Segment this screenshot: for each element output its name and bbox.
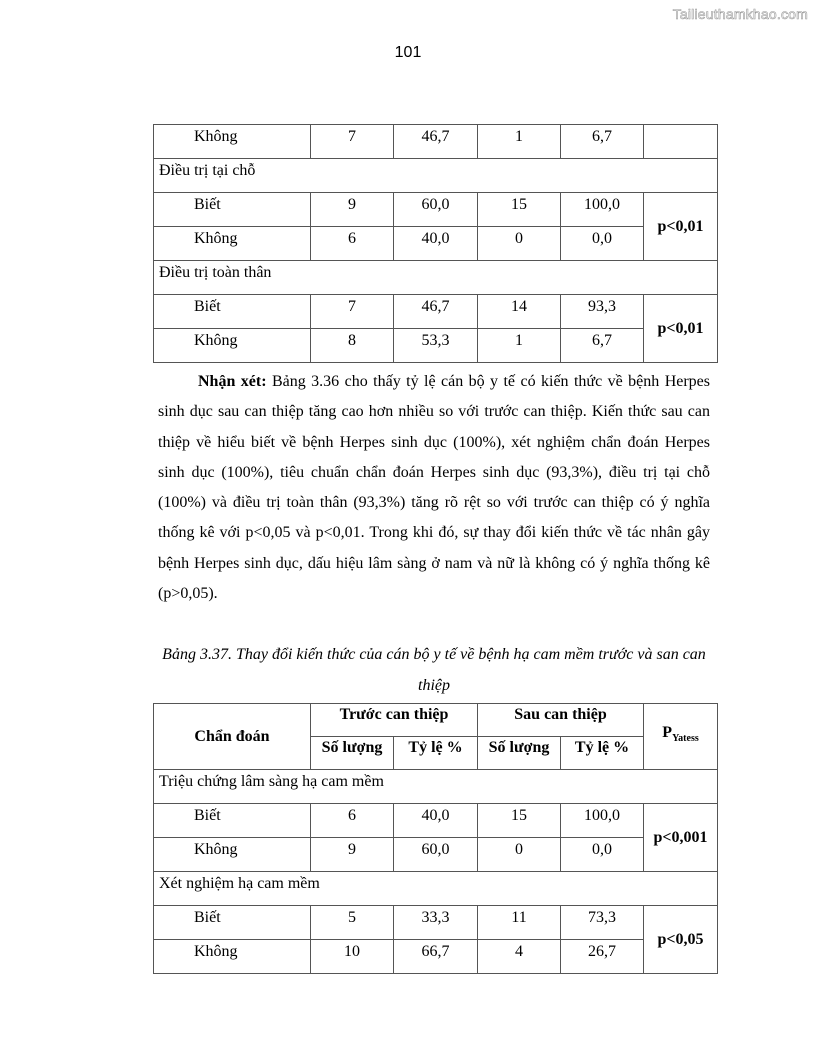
row-label: Biết	[154, 804, 311, 838]
cell-before-percent: 66,7	[394, 940, 478, 974]
watermark: Tailieuthamkhao.com	[672, 6, 808, 22]
cell-after-count: 11	[478, 906, 561, 940]
cell-before-count: 6	[311, 804, 394, 838]
group-title: Xét nghiệm hạ cam mềm	[154, 872, 718, 906]
header-p-yatess	[644, 704, 718, 770]
cell-before-count: 7	[311, 295, 394, 329]
cell-p-value: p<0,001	[644, 804, 718, 872]
cell-after-percent: 26,7	[561, 940, 644, 974]
cell-before-count: 8	[311, 329, 394, 363]
cell-after-count: 1	[478, 329, 561, 363]
table-row	[154, 193, 718, 227]
commentary-lead: Nhận xét:	[198, 373, 267, 390]
cell-before-percent: 40,0	[394, 804, 478, 838]
row-label: Biết	[154, 295, 311, 329]
header-p-sub: Yatess	[672, 733, 699, 745]
cell-before-count: 9	[311, 838, 394, 872]
cell-p-value	[644, 125, 718, 159]
header-row	[154, 704, 718, 737]
cell-after-percent: 6,7	[561, 125, 644, 159]
cell-after-count: 0	[478, 838, 561, 872]
cell-before-count: 6	[311, 227, 394, 261]
header-p-main: P	[662, 724, 673, 742]
table-3-37	[153, 703, 718, 974]
cell-after-count: 1	[478, 125, 561, 159]
table-caption: Bảng 3.37. Thay đổi kiến thức của cán bộ y tế về bệnh hạ cam mềm trước và san can thiệp	[162, 646, 706, 694]
table-row	[154, 838, 718, 872]
cell-after-count: 15	[478, 193, 561, 227]
group-title: Triệu chứng lâm sàng hạ cam mềm	[154, 770, 718, 804]
table-row	[154, 804, 718, 838]
group-row	[154, 872, 718, 906]
cell-before-count: 7	[311, 125, 394, 159]
row-label: Biết	[154, 193, 311, 227]
table-row	[154, 125, 718, 159]
table-row	[154, 906, 718, 940]
group-row	[154, 159, 718, 193]
table-3-36-continued	[153, 124, 718, 363]
cell-after-percent: 100,0	[561, 804, 644, 838]
cell-before-count: 10	[311, 940, 394, 974]
cell-before-percent: 53,3	[394, 329, 478, 363]
cell-after-count: 0	[478, 227, 561, 261]
header-diagnosis: Chẩn đoán	[154, 704, 311, 770]
row-label: Không	[154, 329, 311, 363]
table-row	[154, 940, 718, 974]
group-row	[154, 770, 718, 804]
cell-after-percent: 100,0	[561, 193, 644, 227]
cell-before-percent: 40,0	[394, 227, 478, 261]
row-label: Biết	[154, 906, 311, 940]
header-after-count: Số lượng	[478, 737, 561, 770]
row-label: Không	[154, 125, 311, 159]
header-before-count: Số lượng	[311, 737, 394, 770]
header-before-percent: Tỷ lệ %	[394, 737, 478, 770]
cell-after-count: 14	[478, 295, 561, 329]
row-label: Không	[154, 940, 311, 974]
header-after: Sau can thiệp	[478, 704, 644, 737]
cell-before-percent: 33,3	[394, 906, 478, 940]
cell-after-percent: 0,0	[561, 227, 644, 261]
cell-before-percent: 60,0	[394, 193, 478, 227]
cell-before-percent: 46,7	[394, 125, 478, 159]
cell-after-count: 15	[478, 804, 561, 838]
header-before: Trước can thiệp	[311, 704, 478, 737]
row-label: Không	[154, 227, 311, 261]
cell-after-percent: 93,3	[561, 295, 644, 329]
row-label: Không	[154, 838, 311, 872]
table-row	[154, 329, 718, 363]
group-title: Điều trị tại chỗ	[154, 159, 718, 193]
cell-p-value: p<0,05	[644, 906, 718, 974]
header-after-percent: Tỷ lệ %	[561, 737, 644, 770]
cell-after-percent: 0,0	[561, 838, 644, 872]
cell-after-percent: 73,3	[561, 906, 644, 940]
cell-after-percent: 6,7	[561, 329, 644, 363]
page-number: 101	[394, 44, 422, 61]
table-row	[154, 227, 718, 261]
cell-before-percent: 60,0	[394, 838, 478, 872]
cell-before-count: 9	[311, 193, 394, 227]
cell-after-count: 4	[478, 940, 561, 974]
commentary-paragraph	[158, 367, 710, 609]
cell-p-value: p<0,01	[644, 295, 718, 363]
cell-before-percent: 46,7	[394, 295, 478, 329]
commentary-text: Bảng 3.36 cho thấy tỷ lệ cán bộ y tế có kiến thức về bệnh Herpes sinh dục sau can thiệp tăng cao hơn nhiều so với trước can thiệp. Kiến thức sau can thiệp về hiểu biết về bệnh Herpes sinh dục (100%), xét nghiệm chẩn đoán Herpes sinh dục (100%), tiêu chuẩn chẩn đoán Herpes sinh dục (93,3%), điều trị tại chỗ (100%) và điều trị toàn thân (93,3%) tăng rõ rệt so với trước can thiệp có ý nghĩa thống kê với p<0,05 và p<0,01. Trong khi đó, sự thay đổi kiến thức về tác nhân gây bệnh Herpes sinh dục, dấu hiệu lâm sàng ở nam và nữ là không có ý nghĩa thống kê (p>0,05).	[158, 373, 711, 603]
group-row	[154, 261, 718, 295]
cell-p-value: p<0,01	[644, 193, 718, 261]
table-row	[154, 295, 718, 329]
cell-before-count: 5	[311, 906, 394, 940]
group-title: Điều trị toàn thân	[154, 261, 718, 295]
